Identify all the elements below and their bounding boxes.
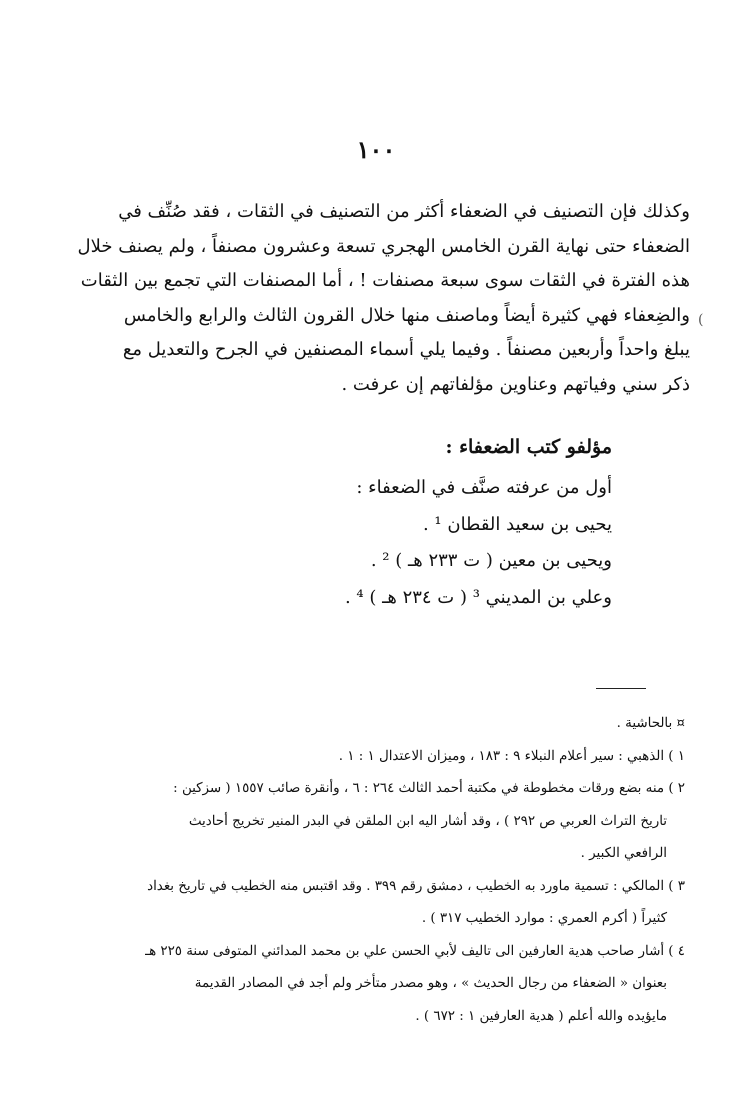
- footnote-line: الرافعي الكبير .: [580, 846, 667, 861]
- footnote-line: ٣ ) المالكي : تسمية ماورد به الخطيب ، دمشق رقم ٣٩٩ . وقد اقتبس منه الخطيب في تاريخ بغداد: [147, 878, 685, 894]
- footnotes: [80, 708, 685, 1033]
- body-line: ذكر سني وفياتهم وعناوين مؤلفاتهم إن عرفت .: [341, 373, 690, 395]
- footnote-line: مايؤيده والله أعلم ( هدية العارفين ١ : ٦٧٢ ) .: [415, 1008, 667, 1024]
- body-line: الضعفاء حتى نهاية القرن الخامس الهجري تسعة وعشرون مصنفاً ، ولم يصنف خلال: [77, 235, 690, 257]
- page-number: ١٠٠: [356, 135, 396, 164]
- body-line: وكذلك فإن التصنيف في الضعفاء أكثر من التصنيف في الثقات ، فقد صُنِّف في: [118, 201, 690, 222]
- footnote-line: بعنوان « الضعفاء من رجال الحديث » ، وهو مصدر متأخر ولم أجد في المصادر القديمة: [194, 976, 667, 991]
- body-paragraph: [70, 195, 690, 403]
- body-line: هذه الفترة في الثقات سوى سبعة مصنفات ! ، أما المصنفات التي تجمع بين الثقات: [80, 270, 690, 292]
- footnote-line: تاريخ التراث العربي ص ٢٩٢ ) ، وقد أشار اليه ابن الملقن في البدر المنير تخريج أحاديث: [188, 813, 667, 829]
- body-line: والضِعفاء فهي كثيرة أيضاً وماصنف منها خلال القرون الثالث والرابع والخامس: [123, 304, 690, 326]
- footnote-line: كثيراً ( أكرم العمري : موارد الخطيب ٣١٧ ) .: [421, 911, 667, 926]
- list-item: أول من عرفته صنَّف في الضعفاء :: [356, 477, 612, 498]
- body-line: يبلغ واحداً وأربعين مصنفاً . وفيما يلي أسماء المصنفين في الجرح والتعديل مع: [122, 339, 690, 361]
- list-item: ويحيى بن معين ( ت ٢٣٣ هـ ) ² .: [370, 550, 612, 571]
- footnote-line: ١ ) الذهبي : سير أعلام النبلاء ٩ : ١٨٣ ، وميزان الاعتدال ١ : ١ .: [338, 748, 685, 764]
- section-heading: مؤلفو كتب الضعفاء :: [445, 436, 612, 458]
- margin-mark: (: [698, 312, 704, 328]
- list-item: يحيى بن سعيد القطان ¹ .: [422, 513, 612, 535]
- footnote-line: ٤ ) أشار صاحب هدية العارفين الى تاليف لأبي الحسن علي بن محمد المدائني المتوفى سنة ٢٢٥ هـ: [145, 943, 685, 959]
- authors-list: [345, 470, 612, 616]
- footnote-line: ٢ ) منه بضع ورقات مخطوطة في مكتبة أحمد الثالث ٢٦٤ : ٦ ، وأنقرة صائب ١٥٥٧ ( سزكين :: [173, 781, 685, 796]
- list-item: وعلي بن المديني ³ ( ت ٢٣٤ هـ ) ⁴ .: [344, 586, 612, 608]
- footnote-divider: [596, 688, 646, 689]
- footnote-line: ¤ بالحاشية .: [616, 716, 685, 731]
